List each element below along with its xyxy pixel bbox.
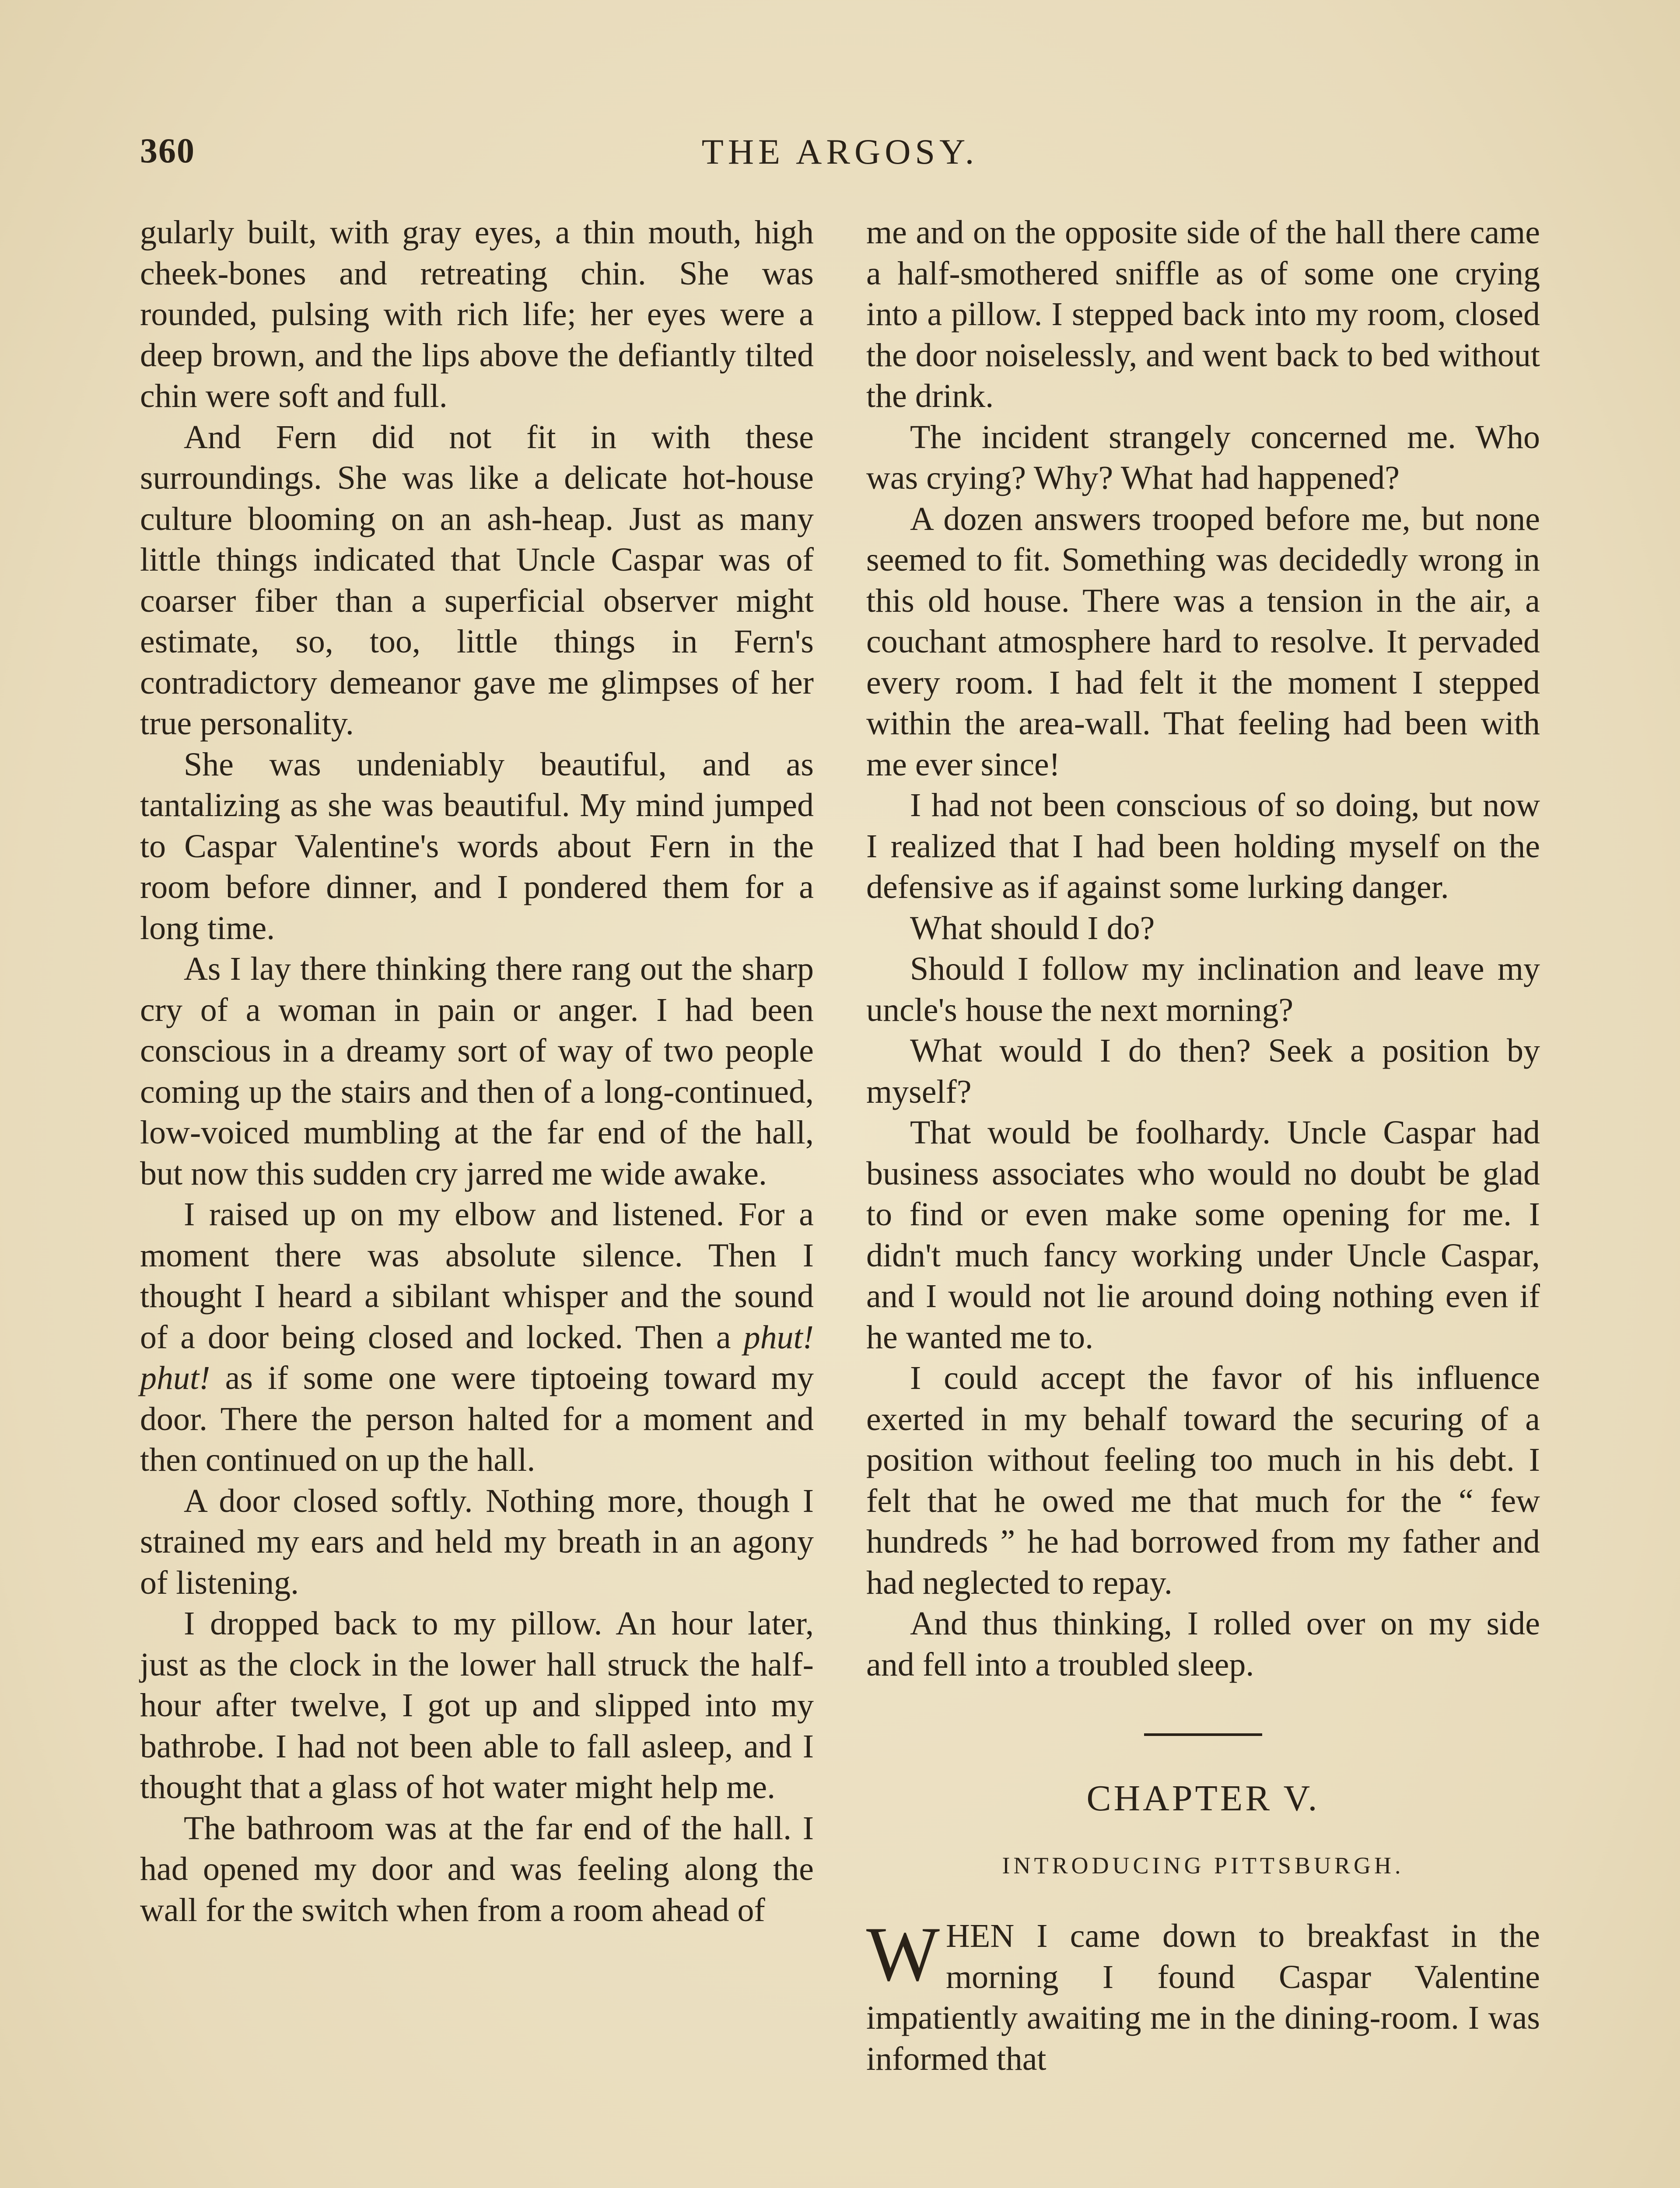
- paragraph: I dropped back to my pillow. An hour later, just as the clock in the lower hall struck the half-hour after twelve, I got up and slipped into my bathrobe. I had not been able to fall asleep, and I thought that a glass of hot water might help me.: [140, 1605, 814, 1806]
- paragraph: The incident strangely concerned me. Who was crying? Why? What had happened?: [866, 418, 1540, 496]
- paragraph-text: I raised up on my elbow and listened. For a moment there was absolute silence. Then I thought I heard a sibilant whisper and the sound of a door being closed and locked. Then a: [140, 1196, 814, 1356]
- drop-cap: W: [866, 1911, 940, 1997]
- paragraph: And Fern did not fit in with these surroundings. She was like a delicate hot-house culture blooming on an ash-heap. Just as many little things indicated that Uncle Caspar was of coarser fiber than a superficial observer might estimate, so, too, little things in Fern's contradictory demeanor gave me glimpses of her true personality.: [140, 418, 814, 742]
- section-divider: [1144, 1733, 1262, 1736]
- paragraph: As I lay there thinking there rang out the sharp cry of a woman in pain or anger. I had been conscious in a dreamy sort of way of two people coming up the stairs and then of a long-continued, low-voiced mumbling at the far end of the hall, but now this sudden cry jarred me wide awake.: [140, 950, 814, 1192]
- paragraph: I could accept the favor of his influence exerted in my behalf toward the securing of a position without feeling too much in his debt. I felt that he owed me that much for the “ few hundreds ” he had borrowed from my father and had neglected to repay.: [866, 1360, 1540, 1601]
- page-header: [140, 131, 1540, 188]
- paragraph: She was undeniably beautiful, and as tantalizing as she was beautiful. My mind jumped to Caspar Valentine's words about Fern in the room before dinner, and I pondered them for a long time.: [140, 746, 814, 947]
- page-number: 360: [140, 132, 195, 170]
- paragraph: What should I do?: [910, 909, 1155, 947]
- paragraph-text: as if some one were tiptoeing toward my door. There the person halted for a moment and then continued on up the hall.: [140, 1360, 814, 1478]
- paragraph: A dozen answers trooped before me, but none seemed to fit. Something was decidedly wrong in this old house. There was a tension in the air, a couchant atmosphere hard to resolve. It pervaded every room. I had felt it the moment I stepped within the area-wall. That feeling had been with me ever since!: [866, 500, 1540, 783]
- chapter-title: CHAPTER V.: [1086, 1778, 1320, 1819]
- paragraph: I had not been conscious of so doing, but now I realized that I had been holding myself on the defensive as if against some lurking danger.: [866, 787, 1540, 905]
- paragraph: The bathroom was at the far end of the hall. I had opened my door and was feeling along the wall for the switch when from a room ahead of: [140, 1809, 814, 1929]
- chapter-opening-paragraph: [866, 1911, 1540, 2079]
- paragraph: What would I do then? Seek a position by myself?: [866, 1032, 1540, 1110]
- chapter-subtitle: INTRODUCING PITTSBURGH.: [1002, 1852, 1404, 1879]
- paragraph: gularly built, with gray eyes, a thin mouth, high cheek-bones and retreating chin. She was rounded, pulsing with rich life; her eyes were a deep brown, and the lips above the defiantly tilted chin were soft and full.: [140, 214, 814, 414]
- right-column: [866, 212, 1540, 2079]
- paragraph-text: HEN I came down to breakfast in the morning I found Caspar Valentine impatiently awaiting me in the dining-room. I was informed that: [866, 1918, 1540, 2077]
- paragraph: That would be foolhardy. Uncle Caspar had business associates who would no doubt be glad to find or even make some opening for me. I didn't much fancy working under Uncle Caspar, and I would not lie around doing nothing even if he wanted me to.: [866, 1114, 1540, 1356]
- paragraph: And thus thinking, I rolled over on my side and fell into a troubled sleep.: [866, 1605, 1540, 1683]
- left-column: [140, 212, 814, 1931]
- paragraph: me and on the opposite side of the hall there came a half-smothered sniffle as of some one crying into a pillow. I stepped back into my room, closed the door noiselessly, and went back to bed without the drink.: [866, 214, 1540, 414]
- running-title: THE ARGOSY.: [701, 132, 979, 172]
- paragraph: A door closed softly. Nothing more, though I strained my ears and held my breath in an agony of listening.: [140, 1482, 814, 1601]
- paragraph: [140, 1194, 814, 1481]
- italic-sound: phut! phut!: [140, 1318, 814, 1396]
- paragraph: Should I follow my inclination and leave my uncle's house the next morning?: [866, 950, 1540, 1028]
